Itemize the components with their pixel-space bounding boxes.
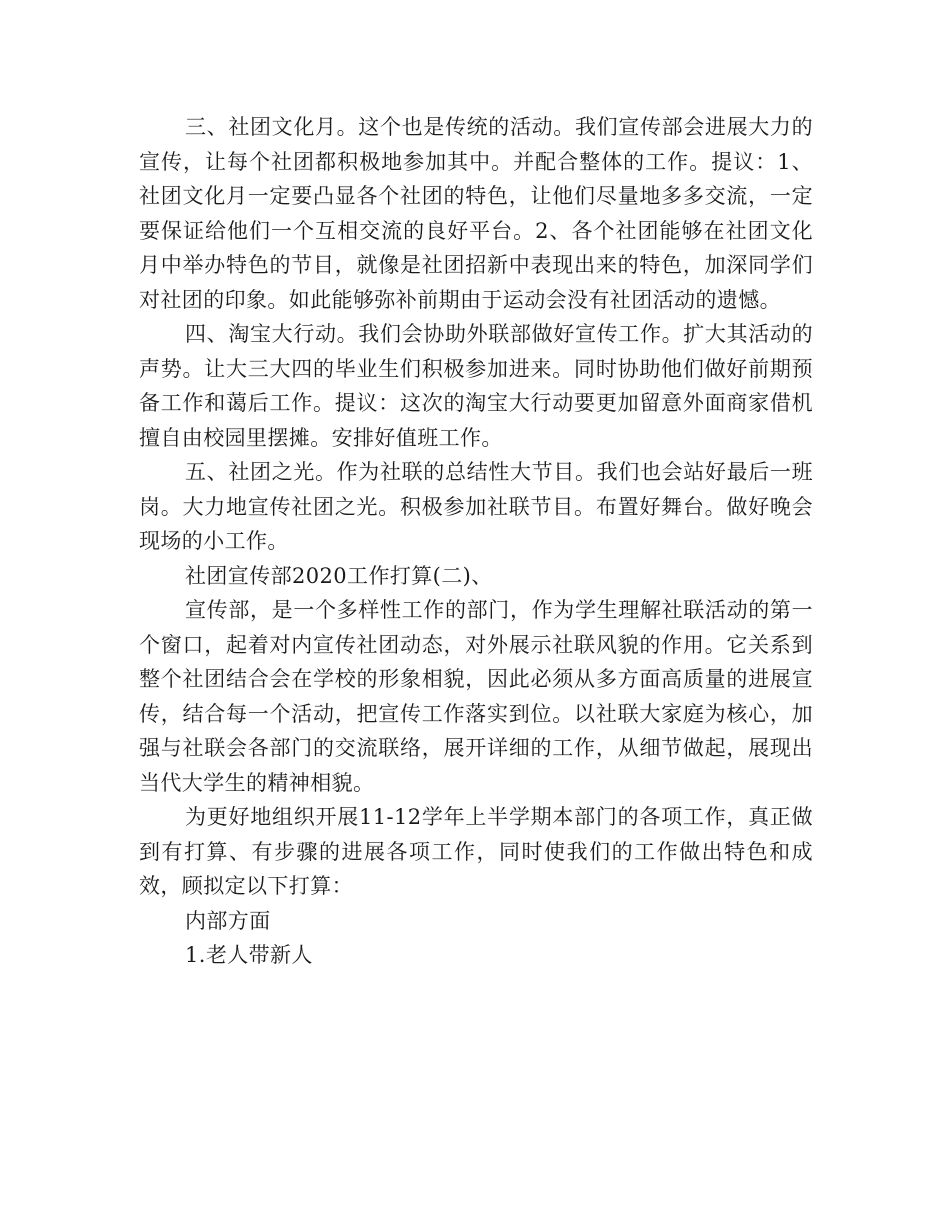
section-heading-plan-two: 社团宣传部2020工作打算(二)、 xyxy=(185,563,493,588)
subheading-internal: 内部方面 xyxy=(185,908,271,933)
list-item-mentoring: 1.老人带新人 xyxy=(185,943,313,967)
paragraph-club-culture-month: 三、社团文化月。这个也是传统的活动。我们宣传部会进展大力的宣传，让每个社团都积极地参加其中。并配合整体的工作。提议：1、社团文化月一定要凸显各个社团的特色，让他们尽量地多多交流，一定要保证给他们一个互相交流的良好平台。2、各个社团能够在社团文化月中举办特色的节目，就像是社团招新中表现出来的特色，加深同学们对社团的印象。如此能够弥补前期由于运动会没有社团活动的遗憾。 xyxy=(139,115,813,312)
paragraph-taobao-action: 四、淘宝大行动。我们会协助外联部做好宣传工作。扩大其活动的声势。让大三大四的毕业生们积极参加进来。同时协助他们做好前期预备工作和蔼后工作。提议：这次的淘宝大行动要更加留意外面商家借机擅自由校园里摆摊。安排好值班工作。 xyxy=(139,322,813,450)
paragraph-club-light: 五、社团之光。作为社联的总结性大节目。我们也会站好最后一班岗。大力地宣传社团之光。积极参加社联节目。布置好舞台。做好晚会现场的小工作。 xyxy=(139,460,813,553)
paragraph-department-intro: 宣传部，是一个多样性工作的部门，作为学生理解社联活动的第一个窗口，起着对内宣传社团动态，对外展示社联风貌的作用。它关系到整个社团结合会在学校的形象相貌，因此必须从多方面高质量的进展宣传，结合每一个活动，把宣传工作落实到位。以社联大家庭为核心，加强与社联会各部门的交流联络，展开详细的工作，从细节做起，展现出当代大学生的精神相貌。 xyxy=(139,598,813,795)
document-body xyxy=(139,110,813,973)
paragraph-plan-purpose: 为更好地组织开展11-12学年上半学期本部门的各项工作，真正做到有打算、有步骤的进展各项工作，同时使我们的工作做出特色和成效，顾拟定以下打算： xyxy=(139,805,813,898)
